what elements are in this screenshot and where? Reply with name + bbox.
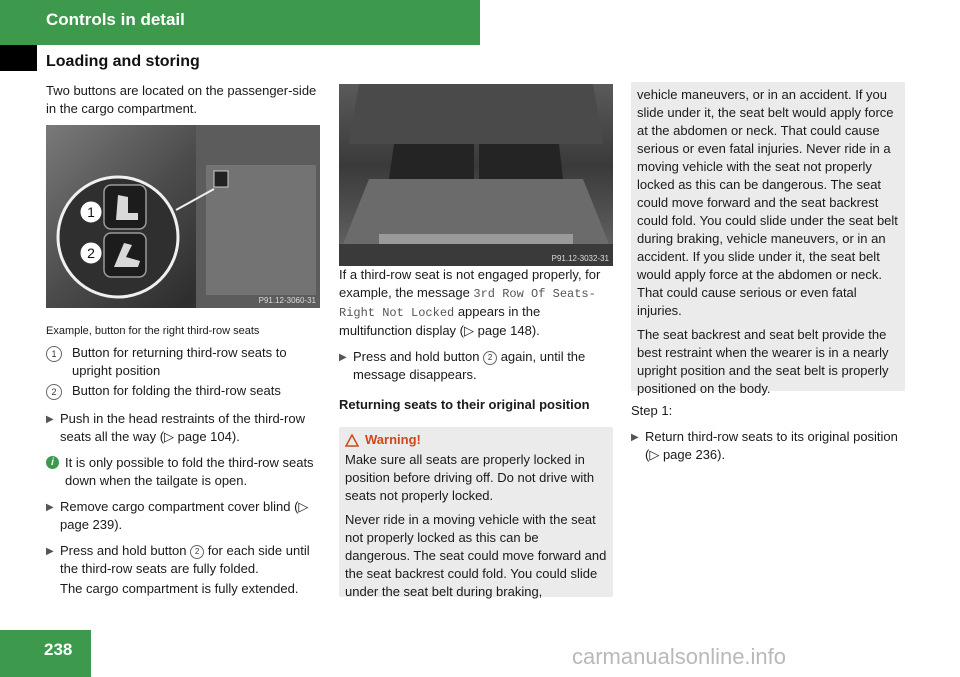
column-left-body	[46, 314, 322, 598]
section-title: Loading and storing	[46, 53, 200, 70]
legend-item	[46, 344, 322, 380]
intro-text: Two buttons are located on the passenger-side in the cargo compartment.	[46, 83, 317, 116]
step-text: Remove cargo compartment cover blind (▷ page 239).	[60, 499, 309, 532]
button-number: 2	[483, 351, 497, 365]
warning-box	[339, 427, 613, 597]
cargo-buttons-illustration	[46, 125, 320, 308]
column-right	[631, 402, 905, 472]
photo-code: P91.12-3060-31	[258, 296, 316, 305]
warning-text: Never ride in a moving vehicle with the seat not properly locked as this can be dangerous. The seat could move forward and the seat backrest could fold. You could slide under the seat belt during braking,	[345, 512, 607, 599]
warning-triangle-icon	[345, 434, 359, 447]
step-item	[631, 428, 905, 464]
info-text: It is only possible to fold the third-row seats down when the tailgate is open.	[65, 455, 314, 488]
message-paragraph: If a third-row seat is not engaged properly, for example, the message 3rd Row Of Seats-Right Not Locked appears in the multifunction display (▷ page 148).	[339, 267, 601, 338]
step-label: Step 1:	[631, 403, 673, 418]
button-number: 2	[190, 545, 204, 559]
arrow-icon: ▶	[46, 502, 54, 513]
warning-title: Warning!	[365, 432, 421, 447]
legend-item	[46, 382, 322, 400]
warning-heading	[345, 431, 607, 449]
chapter-title: Controls in detail	[46, 10, 185, 29]
legend-number: 2	[46, 384, 62, 400]
photo-code: P91.12-3032-31	[551, 254, 609, 263]
svg-text:1: 1	[87, 204, 95, 220]
warning-text: The seat backrest and seat belt provide the best restraint when the wearer is in a nearly upright position and the seat belt is properly positioned on the body.	[637, 327, 889, 396]
step-text: Return third-row seats to its original position (▷ page 236).	[645, 429, 898, 462]
warning-text: Make sure all seats are properly locked in position before driving off. Do not drive with seats not properly locked.	[345, 452, 595, 503]
warning-box-continued	[631, 82, 905, 396]
warning-text: vehicle maneuvers, or in an accident. If you slide under it, the seat belt would apply force at the abdomen or neck. That could cause serious or even fatal injuries. Never ride in a moving vehicle with the seat not properly locked as this can be dangerous. The seat could move forward and the seat backrest could fold. You could slide under the seat belt during braking, vehicle maneuvers, or in an accident. If you slide under it, the seat belt would apply force at the abdomen or neck. That could cause serious or even fatal injuries.	[637, 87, 898, 318]
arrow-icon: ▶	[631, 432, 639, 443]
legend-number: 1	[46, 346, 62, 362]
arrow-icon: ▶	[339, 352, 347, 363]
cargo-compartment-photo	[339, 84, 613, 266]
column-left	[46, 82, 322, 126]
step-item	[46, 498, 322, 534]
folded-seats-illustration	[339, 84, 613, 266]
info-icon: i	[46, 456, 59, 469]
step-text: Press and hold button 2 for each side until the third-row seats are fully folded.	[60, 543, 310, 576]
step-item	[46, 542, 322, 578]
info-note	[46, 454, 322, 490]
legend-text: Button for returning third-row seats to upright position	[72, 345, 287, 378]
legend-text: Button for folding the third-row seats	[72, 383, 281, 398]
arrow-icon: ▶	[46, 546, 54, 557]
step-item	[339, 348, 613, 384]
cargo-buttons-photo	[46, 125, 320, 308]
display-message: 3rd Row Of Seats-Right Not Locked	[339, 287, 596, 320]
subheading: Returning seats to their original position	[339, 397, 590, 412]
page-number: 238	[44, 640, 73, 659]
column-middle	[339, 266, 613, 422]
photo-caption: Example, button for the right third-row seats	[46, 325, 260, 337]
step-text: Press and hold button 2 again, until the message disappears.	[353, 349, 586, 382]
arrow-icon: ▶	[46, 414, 54, 425]
result-text: The cargo compartment is fully extended.	[60, 581, 299, 596]
watermark: carmanualsonline.info	[572, 644, 787, 669]
step-text: Push in the head restraints of the third-row seats all the way (▷ page 104).	[60, 411, 305, 444]
section-marker	[0, 45, 37, 71]
step-item	[46, 410, 322, 446]
svg-text:2: 2	[87, 245, 95, 261]
